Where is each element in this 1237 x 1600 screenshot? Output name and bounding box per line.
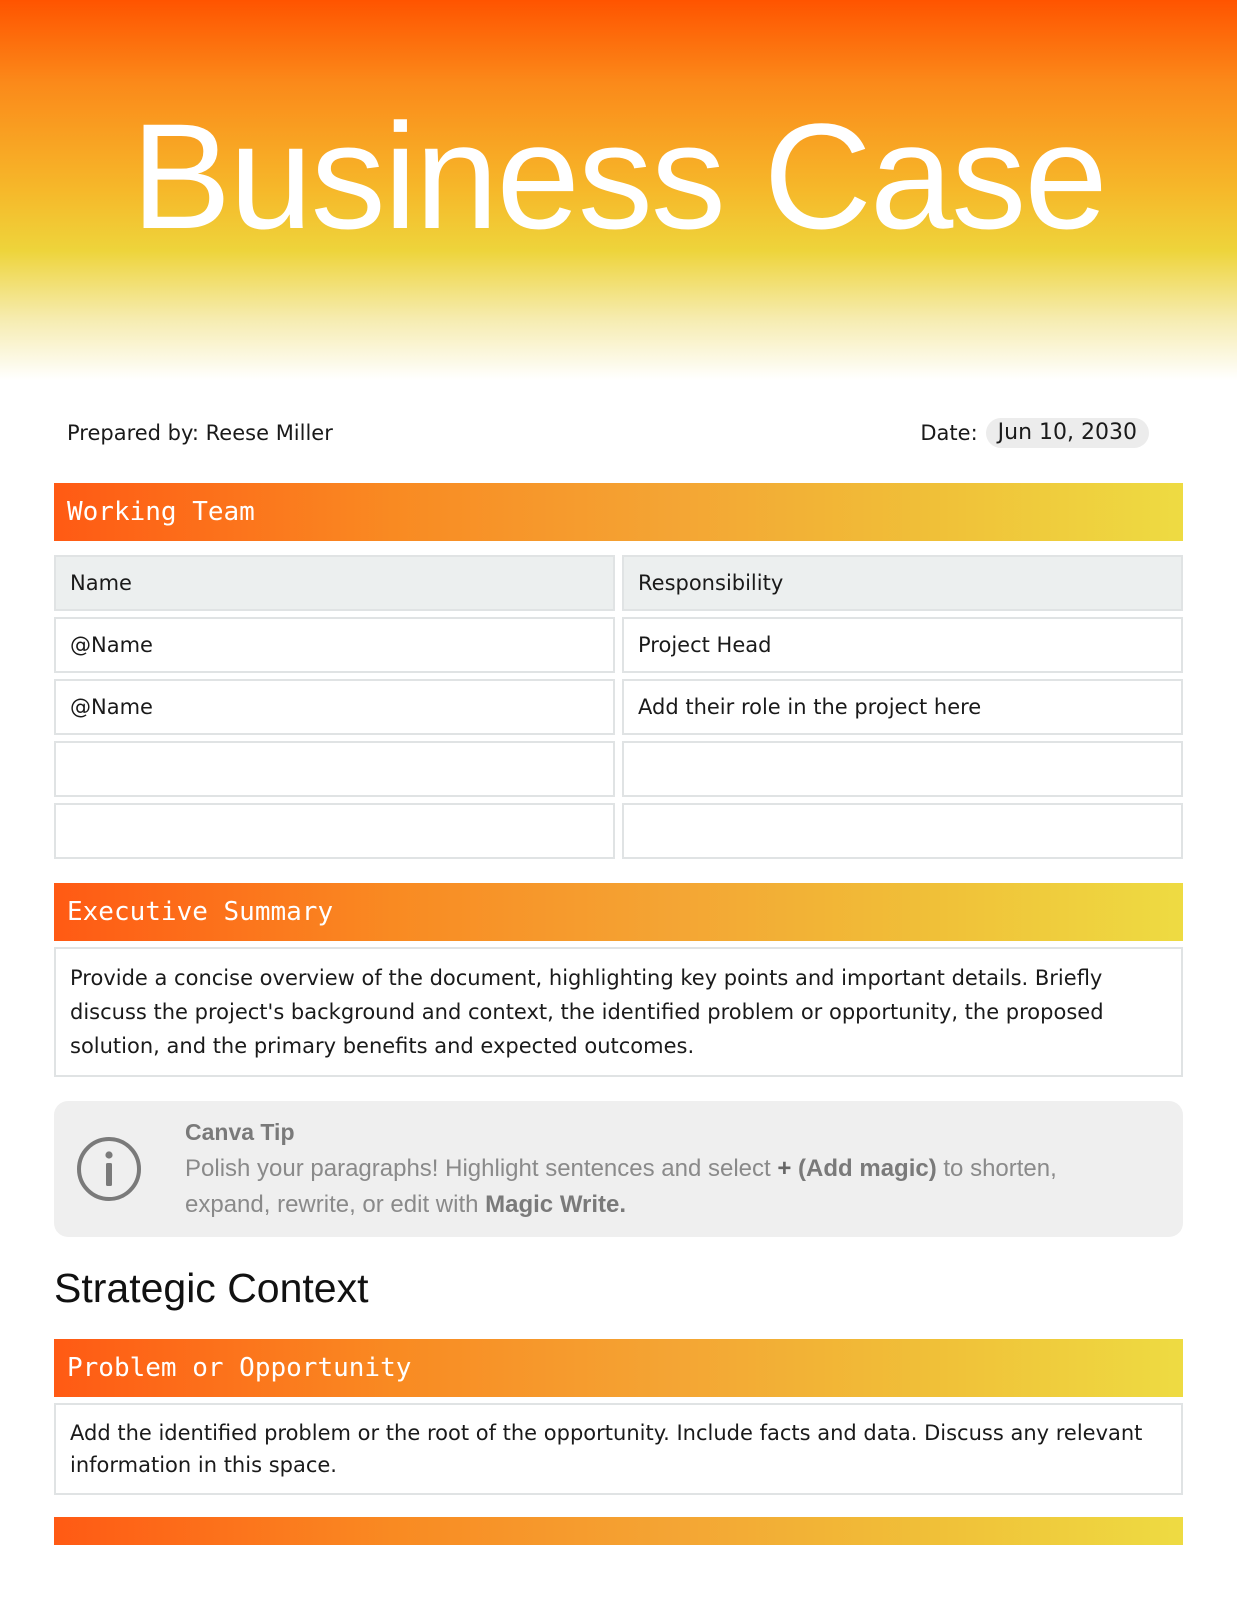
document-title[interactable]: Business Case bbox=[131, 92, 1106, 260]
problem-opportunity-text[interactable]: Add the identified problem or the root of the opportunity. Include facts and data. Discuss any relevant information in this space. bbox=[54, 1403, 1183, 1495]
magic-write-label: Magic Write. bbox=[485, 1191, 627, 1218]
table-row bbox=[54, 679, 1183, 735]
header-gradient-banner bbox=[0, 0, 1237, 380]
working-team-table bbox=[54, 555, 1183, 865]
column-header-name[interactable]: Name bbox=[54, 555, 615, 611]
table-row bbox=[54, 803, 1183, 859]
tip-text bbox=[185, 1151, 1145, 1223]
team-member-responsibility-cell[interactable] bbox=[622, 741, 1183, 797]
tip-text-middle: to shorten, expand, rewrite, or edit with bbox=[185, 1155, 1057, 1218]
team-member-responsibility-cell[interactable]: Add their role in the project here bbox=[622, 679, 1183, 735]
table-row bbox=[54, 741, 1183, 797]
prepared-by[interactable]: Prepared by: Reese Miller bbox=[67, 421, 333, 445]
tip-text-intro: Polish your paragraphs! Highlight sentences and select bbox=[185, 1155, 778, 1182]
team-member-name-cell[interactable]: @Name bbox=[54, 617, 615, 673]
team-member-responsibility-cell[interactable]: Project Head bbox=[622, 617, 1183, 673]
canva-tip-callout bbox=[54, 1101, 1183, 1237]
strategic-context-heading[interactable]: Strategic Context bbox=[54, 1265, 369, 1311]
team-member-responsibility-cell[interactable] bbox=[622, 803, 1183, 859]
info-icon bbox=[76, 1136, 142, 1202]
column-header-responsibility[interactable]: Responsibility bbox=[622, 555, 1183, 611]
table-row bbox=[54, 617, 1183, 673]
problem-opportunity-heading[interactable]: Problem or Opportunity bbox=[54, 1339, 1183, 1397]
team-member-name-cell[interactable] bbox=[54, 741, 615, 797]
date-label: Date: bbox=[920, 421, 978, 445]
working-team-heading[interactable]: Working Team bbox=[54, 483, 1183, 541]
add-magic-label: (Add magic) bbox=[798, 1155, 937, 1182]
table-header-row bbox=[54, 555, 1183, 611]
executive-summary-heading[interactable]: Executive Summary bbox=[54, 883, 1183, 941]
next-section-bar bbox=[54, 1517, 1183, 1545]
date-chip[interactable]: Jun 10, 2030 bbox=[986, 418, 1149, 448]
plus-icon: + bbox=[777, 1155, 792, 1182]
team-member-name-cell[interactable]: @Name bbox=[54, 679, 615, 735]
team-member-name-cell[interactable] bbox=[54, 803, 615, 859]
date-field bbox=[920, 418, 1149, 448]
executive-summary-text[interactable]: Provide a concise overview of the document, highlighting key points and important details. Briefly discuss the project's background and context, the identified problem or opportunity, the proposed solution, and the primary benefits and expected outcomes. bbox=[54, 947, 1183, 1077]
tip-title: Canva Tip bbox=[185, 1119, 295, 1145]
